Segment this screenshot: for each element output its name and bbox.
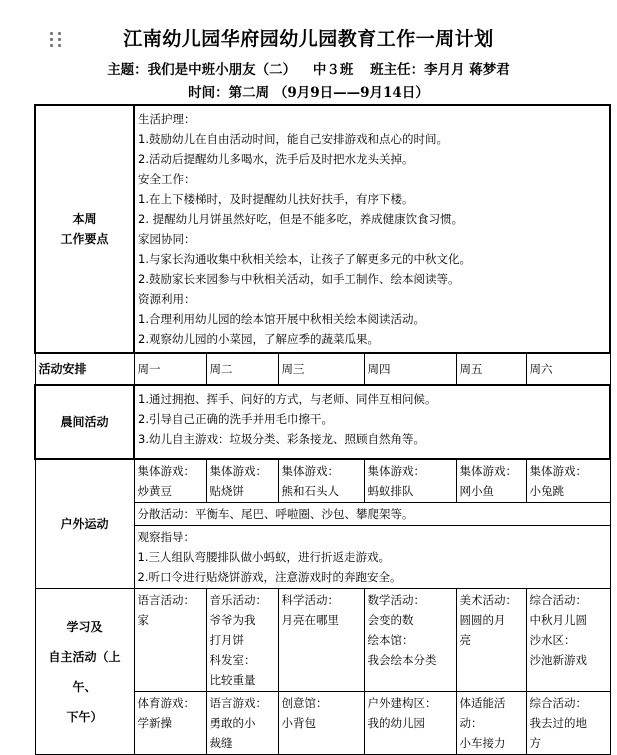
learning-line: 沙水区： <box>529 633 576 647</box>
guidance-line: 2.听口令进行贴烧饼游戏，注意游戏时的奔跑安全。 <box>137 570 402 584</box>
learning-line: 家 <box>137 613 149 627</box>
outdoor-game-cell <box>526 459 610 503</box>
morning-content <box>134 385 610 459</box>
learning-cell <box>364 692 456 755</box>
learning-cell <box>526 589 610 692</box>
learning-cell <box>456 589 526 692</box>
learning-label-line: 下午） <box>66 709 103 724</box>
learning-cell <box>364 589 456 692</box>
focus-content <box>134 105 610 353</box>
learning-line: 爷爷为我 <box>209 613 256 627</box>
learning-line: 动： <box>459 716 483 730</box>
learning-line: 月亮在哪里 <box>281 613 339 627</box>
outdoor-game-cell <box>456 459 526 503</box>
learning-label-line: 午、 <box>72 679 97 694</box>
game-type: 集体游戏： <box>529 464 587 478</box>
learning-line: 方 <box>529 736 541 750</box>
day-header: 周五 <box>456 353 526 385</box>
morning-line: 2.引导自己正确的洗手并用毛巾擦干。 <box>138 412 333 426</box>
focus-line: 1.合理利用幼儿园的绘本馆开展中秋相关绘本阅读活动。 <box>138 312 425 326</box>
learning-label-line: 学习及 <box>66 619 103 634</box>
game-type: 集体游戏： <box>367 464 425 478</box>
time-text: 时间：第二周 （9月9日——9月14日） <box>188 85 429 101</box>
learning-line: 圆圆的月 <box>459 613 506 627</box>
focus-row <box>35 105 610 353</box>
page-title: 江南幼儿园华府园幼儿园教育工作一周计划 <box>123 28 494 50</box>
learning-line: 会变的数 <box>367 613 414 627</box>
learning-line: 我的幼儿园 <box>367 716 425 730</box>
focus-line: 生活护理： <box>138 112 196 126</box>
outdoor-game-cell <box>206 459 278 503</box>
learning-row <box>35 589 610 692</box>
guidance-line: 观察指导： <box>137 530 195 544</box>
focus-label <box>35 105 134 353</box>
game-name: 熊和石头人 <box>281 484 339 498</box>
schedule-label: 活动安排 <box>35 353 134 385</box>
game-type: 集体游戏： <box>137 464 195 478</box>
focus-line: 1.与家长沟通收集中秋相关绘本，让孩子了解更多元的中秋文化。 <box>138 252 471 266</box>
morning-line: 1.通过拥抱、挥手、问好的方式，与老师、同伴互相问候。 <box>138 392 437 406</box>
learning-line: 裁缝 <box>209 736 233 750</box>
game-name: 蚂蚁排队 <box>367 484 414 498</box>
focus-line: 资源利用： <box>138 292 196 306</box>
learning-line: 科发室： <box>209 653 256 667</box>
learning-line: 小车接力 <box>459 736 506 750</box>
focus-line: 1.鼓励幼儿在自由活动时间，能自己安排游戏和点心的时间。 <box>138 132 448 146</box>
learning-cell <box>526 692 610 755</box>
learning-line: 我去过的地 <box>529 716 587 730</box>
learning-line: 我会绘本分类 <box>367 653 437 667</box>
game-name: 贴烧饼 <box>209 484 244 498</box>
learning-line: 科学活动： <box>281 593 339 607</box>
learning-cell <box>456 692 526 755</box>
learning-line: 中秋月儿圆 <box>529 613 587 627</box>
learning-cell <box>278 589 364 692</box>
subtitle <box>0 58 617 78</box>
learning-line: 亮 <box>459 633 471 647</box>
game-name: 小兔跳 <box>529 484 564 498</box>
outdoor-games-row <box>35 459 610 503</box>
learning-line: 学新操 <box>137 716 172 730</box>
outdoor-game-cell <box>364 459 456 503</box>
morning-label: 晨间活动 <box>35 385 134 459</box>
learning-label-line: 自主活动（上 <box>48 649 121 664</box>
learning-label <box>35 589 134 755</box>
game-name: 网小鱼 <box>459 484 494 498</box>
learning-line: 体适能活 <box>459 696 506 710</box>
learning-line: 绘本馆： <box>367 633 414 647</box>
learning-line: 沙池新游戏 <box>529 653 587 667</box>
focus-line: 家园协同： <box>138 232 196 246</box>
learning-line: 美术活动： <box>459 593 517 607</box>
learning-cell <box>206 692 278 755</box>
outdoor-label: 户外运动 <box>35 459 134 589</box>
learning-line: 小背包 <box>281 716 316 730</box>
weekly-plan-table <box>34 104 611 755</box>
focus-line: 2.活动后提醒幼儿多喝水，洗手后及时把水龙头关掉。 <box>138 152 414 166</box>
learning-line: 比较重量 <box>209 673 256 687</box>
learning-line: 音乐活动： <box>209 593 267 607</box>
focus-line: 2. 提醒幼儿月饼虽然好吃，但是不能多吃，养成健康饮食习惯。 <box>138 212 464 226</box>
outdoor-game-cell <box>278 459 364 503</box>
learning-line: 语言游戏： <box>209 696 267 710</box>
learning-line: 户外建构区： <box>367 696 437 710</box>
learning-cell <box>278 692 364 755</box>
morning-line: 3.幼儿自主游戏：垃圾分类、彩条接龙、照顾自然角等。 <box>138 432 425 446</box>
day-header: 周三 <box>278 353 364 385</box>
outdoor-guidance <box>134 526 610 589</box>
learning-cell <box>206 589 278 692</box>
focus-line: 安全工作： <box>138 172 196 186</box>
day-header: 周六 <box>526 353 610 385</box>
outdoor-game-cell <box>134 459 206 503</box>
focus-label-line: 工作要点 <box>60 232 109 246</box>
outdoor-scattered: 分散活动：平衡车、尾巴、呼啦圈、沙包、攀爬架等。 <box>134 503 610 526</box>
learning-line: 体育游戏： <box>137 696 195 710</box>
learning-cell <box>134 692 206 755</box>
day-header: 周四 <box>364 353 456 385</box>
game-type: 集体游戏： <box>459 464 517 478</box>
learning-line: 语言活动： <box>137 593 195 607</box>
learning-cell <box>134 589 206 692</box>
day-header: 周一 <box>134 353 206 385</box>
learning-line: 综合活动： <box>529 593 587 607</box>
learning-line: 综合活动： <box>529 696 587 710</box>
focus-line: 1.在上下楼梯时，及时提醒幼儿扶好扶手，有序下楼。 <box>138 192 414 206</box>
class-text: 中３班 <box>312 62 354 78</box>
focus-line: 2.鼓励家长来园参与中秋相关活动，如手工制作、绘本阅读等。 <box>138 272 460 286</box>
learning-line: 打月饼 <box>209 633 244 647</box>
learning-line: 数学活动： <box>367 593 425 607</box>
day-header: 周二 <box>206 353 278 385</box>
guidance-line: 1.三人组队弯腰排队做小蚂蚁，进行折返走游戏。 <box>137 550 390 564</box>
game-type: 集体游戏： <box>209 464 267 478</box>
schedule-row <box>35 353 610 385</box>
game-name: 炒黄豆 <box>137 484 172 498</box>
theme-text: 主题：我们是中班小朋友（二） <box>107 62 297 78</box>
teachers-text: 班主任：李月月 蒋梦君 <box>370 62 510 78</box>
focus-line: 2.观察幼儿园的小菜园，了解应季的蔬菜瓜果。 <box>138 332 379 346</box>
learning-line: 勇敢的小 <box>209 716 256 730</box>
learning-line: 创意馆： <box>281 696 328 710</box>
game-type: 集体游戏： <box>281 464 339 478</box>
focus-label-line: 本周 <box>72 212 97 226</box>
morning-row <box>35 385 610 459</box>
